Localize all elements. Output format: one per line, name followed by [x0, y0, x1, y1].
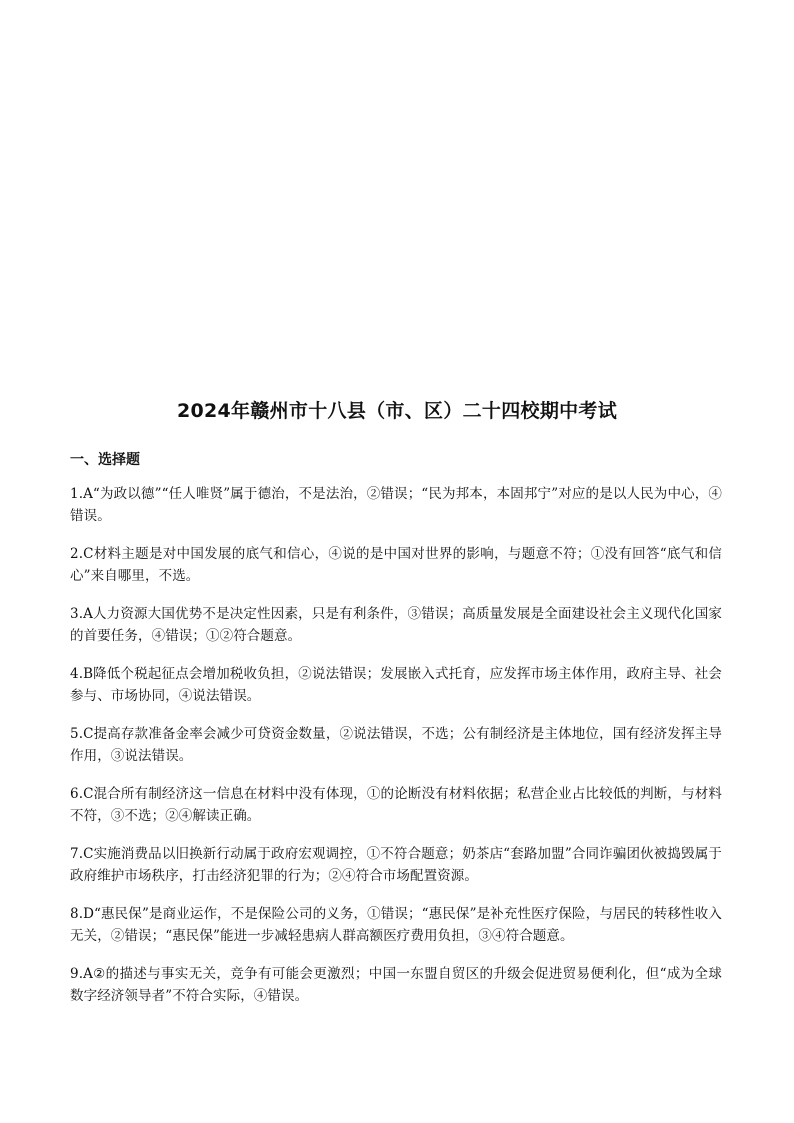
answer-item: 8.D“惠民保”是商业运作，不是保险公司的义务，①错误；“惠民保”是补充性医疗保险，与居民的转移性收入无关，②错误；“惠民保”能进一步减轻患病人群高额医疗费用负担，③④符合题意。 [70, 906, 722, 944]
answer-item: 1.A“为政以德”“任人唯贤”属于德治，不是法治，②错误；“民为邦本，本固邦宁”对应的是以人民为中心，④错误。 [70, 486, 722, 524]
answer-item: 3.A人力资源大国优势不是决定性因素，只是有利条件，③错误；高质量发展是全面建设社会主义现代化国家的首要任务，④错误；①②符合题意。 [70, 606, 722, 644]
answer-item: 7.C实施消费品以旧换新行动属于政府宏观调控，①不符合题意；奶茶店“套路加盟”合同诈骗团伙被捣毁属于政府维护市场秩序，打击经济犯罪的行为；②④符合市场配置资源。 [70, 846, 722, 884]
answer-item: 9.A②的描述与事实无关，竞争有可能会更激烈；中国一东盟自贸区的升级会促进贸易便利化，但“成为全球数字经济领导者”不符合实际，④错误。 [70, 966, 722, 1004]
answer-item: 6.C混合所有制经济这一信息在材料中没有体现，①的论断没有材料依据；私营企业占比较低的判断，与材料不符，③不选；②④解读正确。 [70, 786, 722, 824]
answer-item: 2.C材料主题是对中国发展的底气和信心，④说的是中国对世界的影响，与题意不符；①没有回答“底气和信心”来自哪里，不选。 [70, 546, 722, 584]
section-heading: 一、选择题 [70, 452, 140, 468]
page-title: 2024年赣州市十八县（市、区）二十四校期中考试 [176, 400, 618, 422]
answer-item: 5.C提高存款准备金率会减少可贷资金数量，②说法错误，不选；公有制经济是主体地位，国有经济发挥主导作用，③说法错误。 [70, 726, 722, 764]
answer-list [70, 483, 722, 1023]
answer-item: 4.B降低个税起征点会增加税收负担，②说法错误；发展嵌入式托育，应发挥市场主体作用，政府主导、社会参与、市场协同，④说法错误。 [70, 666, 722, 704]
